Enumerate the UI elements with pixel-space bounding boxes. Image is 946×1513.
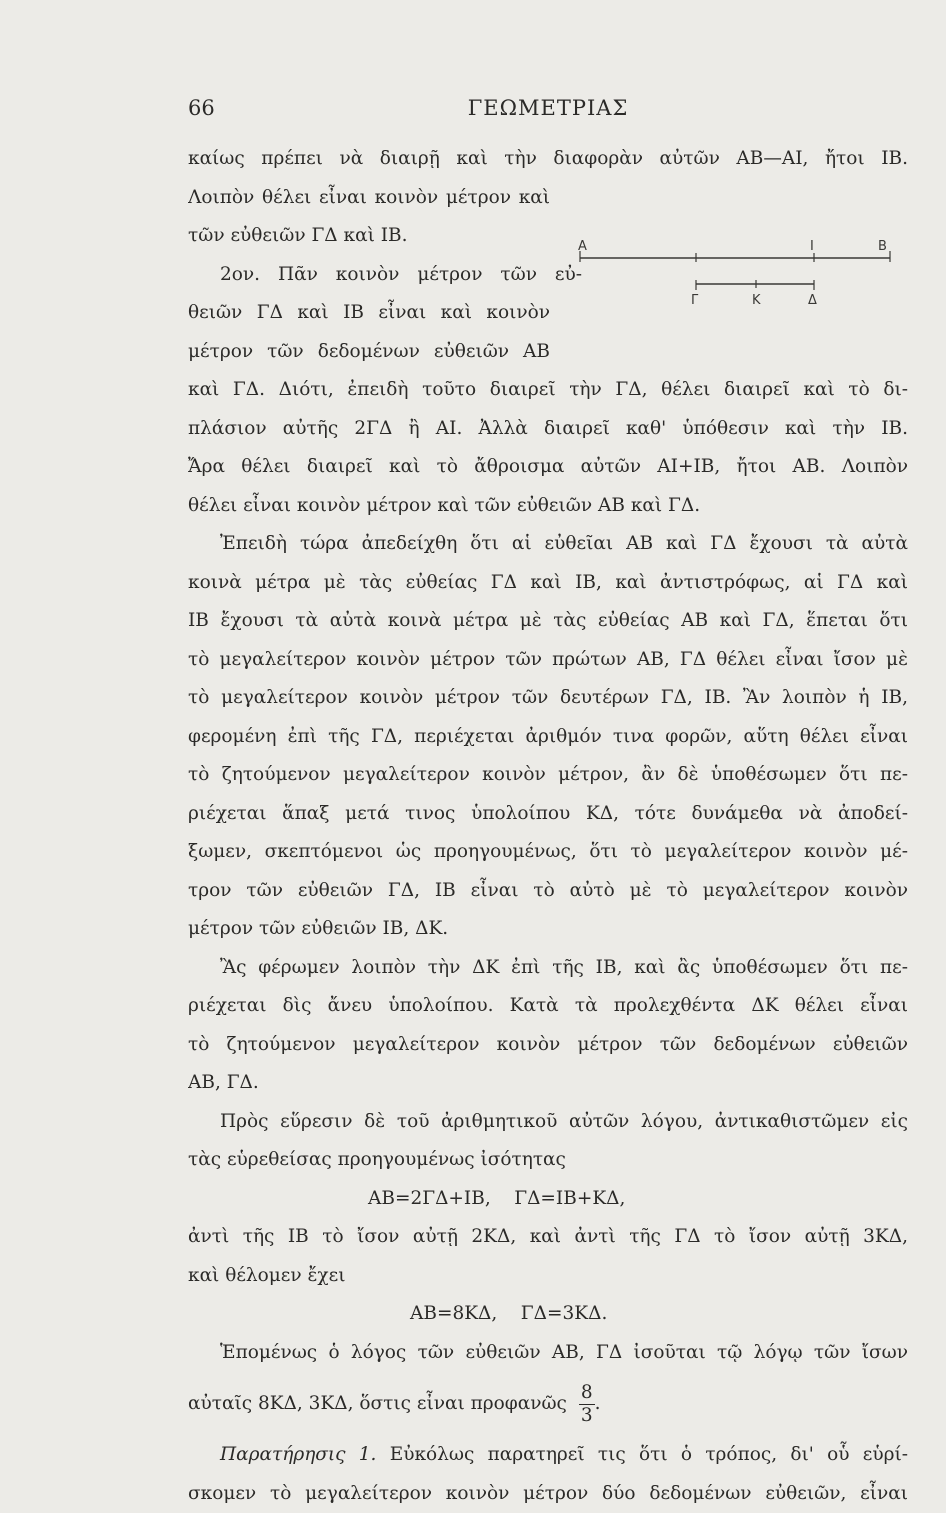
text-line: Πρὸς εὕρεσιν δὲ τοῦ ἀριθμητικοῦ αὐτῶν λόγου, ἀντικαθιστῶμεν εἰς — [188, 1103, 908, 1142]
remark-heading: Παρατήρησις 1. — [220, 1444, 376, 1465]
fraction-period: . — [595, 1393, 601, 1414]
equation-line: ΑΒ=8ΚΔ, ΓΔ=3ΚΔ. — [188, 1295, 908, 1334]
text-line: θειῶν ΓΔ καὶ ΙΒ εἶναι καὶ κοινὸν — [188, 294, 550, 333]
text-line: τρον τῶν εὐθειῶν ΓΔ, ΙΒ εἶναι τὸ αὐτὸ μὲ τὸ μεγαλείτερον κοινὸν — [188, 872, 908, 911]
label-k: Κ — [752, 293, 761, 308]
text-line: ριέχεται δὶς ἄνευ ὑπολοίπου. Κατὰ τὰ προλεχθέντα ΔΚ θέλει εἶναι — [188, 987, 908, 1026]
text-line: καίως πρέπει νὰ διαιρῇ καὶ τὴν διαφορὰν αὐτῶν ΑΒ—ΑΙ, ἤτοι ΙΒ. — [188, 140, 908, 179]
text-line: Ἄρα θέλει διαιρεῖ καὶ τὸ ἄθροισμα αὐτῶν ΑΙ+ΙΒ, ἤτοι ΑΒ. Λοιπὸν — [188, 448, 908, 487]
text-segment: αὐταῖς 8ΚΔ, 3ΚΔ, ὅστις εἶναι προφανῶς — [188, 1393, 567, 1414]
equation-line: ΑΒ=2ΓΔ+ΙΒ, ΓΔ=ΙΒ+ΚΔ, — [188, 1180, 908, 1219]
label-d: Δ — [808, 293, 817, 308]
text-line: ξωμεν, σκεπτόμενοι ὡς προηγουμένως, ὅτι τὸ μεγαλείτερον κοινὸν μέ- — [188, 833, 908, 872]
text-segment: Εὐκόλως παρατηρεῖ τις ὅτι ὁ τρόπος, δι' οὗ εὑρί- — [390, 1444, 908, 1465]
fraction-numerator: 8 — [579, 1382, 595, 1405]
text-line: πλάσιον αὐτῆς 2ΓΔ ἢ ΑΙ. Ἀλλὰ διαιρεῖ καθ' ὑπόθεσιν καὶ τὴν ΙΒ. — [188, 410, 908, 449]
text-line: σκομεν τὸ μεγαλείτερον κοινὸν μέτρον δύο δεδομένων εὐθειῶν, εἶναι — [188, 1475, 908, 1513]
remark-line — [188, 1436, 908, 1475]
page-body — [188, 140, 908, 1513]
label-b: Β — [878, 239, 887, 254]
label-c: Γ — [691, 293, 699, 308]
text-line: τῶν εὐθειῶν ΓΔ καὶ ΙΒ. — [188, 217, 550, 256]
text-line: τὸ ζητούμενον μεγαλείτερον κοινὸν μέτρον, ἂν δὲ ὑποθέσωμεν ὅτι πε- — [188, 756, 908, 795]
label-a: Α — [578, 239, 587, 254]
text-line: κοινὰ μέτρα μὲ τὰς εὐθείας ΓΔ καὶ ΙΒ, καὶ ἀντιστρόφως, αἱ ΓΔ καὶ — [188, 564, 908, 603]
text-line: τὸ ζητούμενον μεγαλείτερον κοινὸν μέτρον τῶν δεδομένων εὐθειῶν — [188, 1026, 908, 1065]
fraction — [579, 1382, 595, 1427]
text-line: καὶ ΓΔ. Διότι, ἐπειδὴ τοῦτο διαιρεῖ τὴν ΓΔ, θέλει διαιρεῖ καὶ τὸ δι- — [188, 371, 908, 410]
text-line: ριέχεται ἅπαξ μετά τινος ὑπολοίπου ΚΔ, τότε δυνάμεθα νὰ ἀποδεί- — [188, 795, 908, 834]
text-line: φερομένη ἐπὶ τῆς ΓΔ, περιέχεται ἀριθμόν τινα φορῶν, αὕτη θέλει εἶναι — [188, 718, 908, 757]
text-line: καὶ θέλομεν ἔχει — [188, 1257, 908, 1296]
page-header — [188, 96, 908, 130]
text-line: τὰς εὑρεθείσας προηγουμένως ἰσότητας — [188, 1141, 908, 1180]
text-line: Ἂς φέρωμεν λοιπὸν τὴν ΔΚ ἐπὶ τῆς ΙΒ, καὶ ἂς ὑποθέσωμεν ὅτι πε- — [188, 949, 908, 988]
running-title: ΓΕΩΜΕΤΡΙΑΣ — [188, 96, 908, 120]
text-line: Ἑπομένως ὁ λόγος τῶν εὐθειῶν ΑΒ, ΓΔ ἰσοῦται τῷ λόγῳ τῶν ἴσων — [188, 1334, 908, 1373]
text-line: Λοιπὸν θέλει εἶναι κοινὸν μέτρον καὶ — [188, 179, 550, 218]
text-line: ΑΒ, ΓΔ. — [188, 1064, 908, 1103]
text-line: μέτρον τῶν εὐθειῶν ΙΒ, ΔΚ. — [188, 910, 908, 949]
text-line: Ἐπειδὴ τώρα ἀπεδείχθη ὅτι αἱ εὐθεῖαι ΑΒ καὶ ΓΔ ἔχουσι τὰ αὐτὰ — [188, 525, 908, 564]
page-number: 66 — [188, 96, 215, 120]
text-line-with-fraction — [188, 1372, 908, 1436]
text-line: μέτρον τῶν δεδομένων εὐθειῶν ΑΒ — [188, 333, 550, 372]
label-i: Ι — [810, 239, 814, 254]
text-line: 2ον. Πᾶν κοινὸν μέτρον τῶν εὐ- — [188, 256, 582, 295]
fraction-denominator: 3 — [579, 1405, 595, 1427]
text-line: ἀντὶ τῆς ΙΒ τὸ ἴσον αὐτῇ 2ΚΔ, καὶ ἀντὶ τῆς ΓΔ τὸ ἴσον αὐτῇ 3ΚΔ, — [188, 1218, 908, 1257]
text-line: θέλει εἶναι κοινὸν μέτρον καὶ τῶν εὐθειῶν ΑΒ καὶ ΓΔ. — [188, 487, 908, 526]
text-line: τὸ μεγαλείτερον κοινὸν μέτρον τῶν πρώτων ΑΒ, ΓΔ θέλει εἶναι ἴσον μὲ — [188, 641, 908, 680]
text-line: τὸ μεγαλείτερον κοινὸν μέτρον τῶν δευτέρων ΓΔ, ΙΒ. Ἂν λοιπὸν ἡ ΙΒ, — [188, 679, 908, 718]
text-line: ΙΒ ἔχουσι τὰ αὐτὰ κοινὰ μέτρα μὲ τὰς εὐθείας ΑΒ καὶ ΓΔ, ἕπεται ὅτι — [188, 602, 908, 641]
